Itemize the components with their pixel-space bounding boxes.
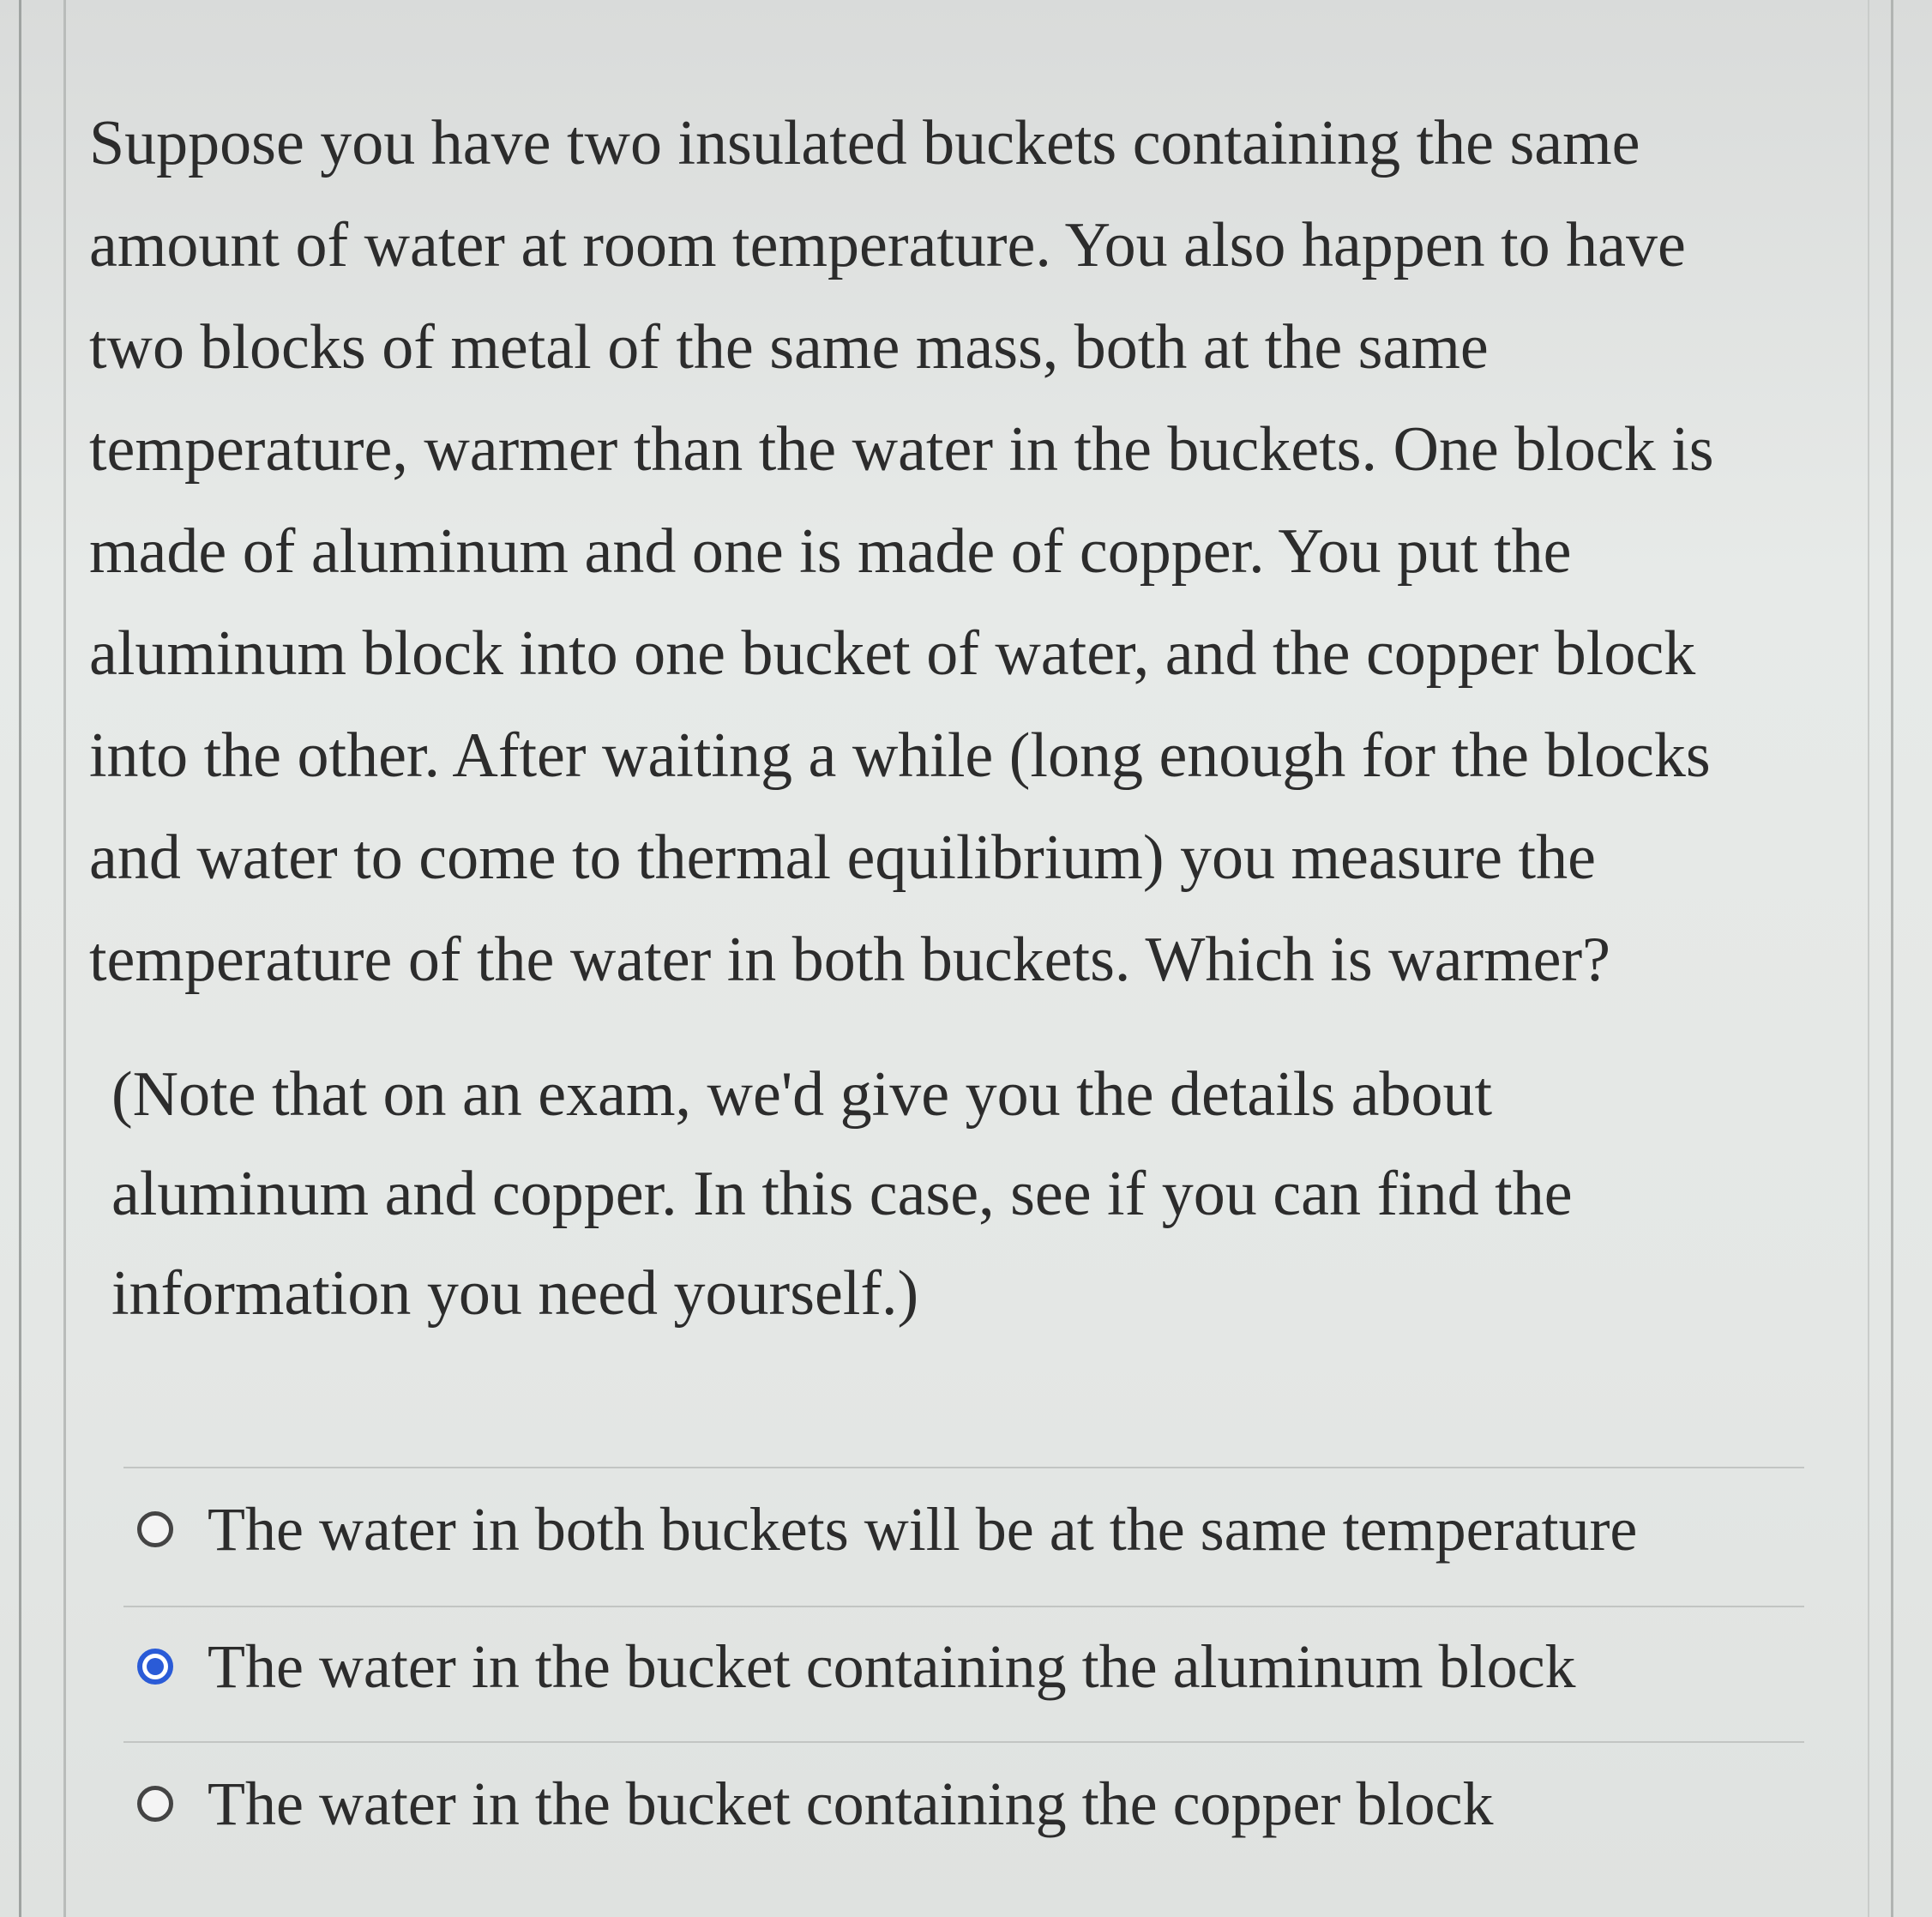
question-line: and water to come to thermal equilibrium) you measure the bbox=[89, 823, 1596, 893]
radio-button-selected[interactable] bbox=[137, 1649, 173, 1685]
note-line: information you need yourself.) bbox=[111, 1258, 919, 1329]
answer-option-aluminum[interactable] bbox=[137, 1619, 1818, 1714]
answer-option-label: The water in the bucket containing the copper block bbox=[208, 1769, 1494, 1838]
note-line: aluminum and copper. In this case, see if you can find the bbox=[111, 1159, 1573, 1229]
answer-divider bbox=[123, 1741, 1804, 1743]
frame-border-left bbox=[19, 0, 21, 1917]
question-line: made of aluminum and one is made of copper. You put the bbox=[89, 516, 1572, 587]
question-text bbox=[89, 93, 1821, 1011]
note-text bbox=[111, 1045, 1741, 1343]
question-line: Suppose you have two insulated buckets containing the same bbox=[89, 108, 1640, 178]
note-line: (Note that on an exam, we'd give you the details about bbox=[111, 1059, 1493, 1130]
question-line: aluminum block into one bucket of water, and the copper block bbox=[89, 618, 1696, 689]
radio-button[interactable] bbox=[137, 1786, 173, 1822]
frame-border-inner-left bbox=[63, 0, 66, 1917]
answer-option-label: The water in both buckets will be at the same temperature bbox=[208, 1494, 1638, 1564]
radio-button[interactable] bbox=[137, 1511, 173, 1547]
answer-option-same-temperature[interactable] bbox=[137, 1482, 1818, 1576]
question-line: into the other. After waiting a while (long enough for the blocks bbox=[89, 720, 1711, 791]
question-line: temperature, warmer than the water in the buckets. One block is bbox=[89, 414, 1714, 485]
frame-border-inner-right bbox=[1868, 0, 1869, 1917]
question-line: amount of water at room temperature. You also happen to have bbox=[89, 210, 1686, 280]
answer-option-copper[interactable] bbox=[137, 1757, 1818, 1851]
answer-divider bbox=[123, 1606, 1804, 1607]
answer-divider bbox=[123, 1467, 1804, 1468]
question-line: two blocks of metal of the same mass, both at the same bbox=[89, 312, 1489, 383]
question-line: temperature of the water in both buckets. Which is warmer? bbox=[89, 925, 1610, 995]
frame-border-right bbox=[1891, 0, 1893, 1917]
answer-option-label: The water in the bucket containing the aluminum block bbox=[208, 1631, 1576, 1701]
